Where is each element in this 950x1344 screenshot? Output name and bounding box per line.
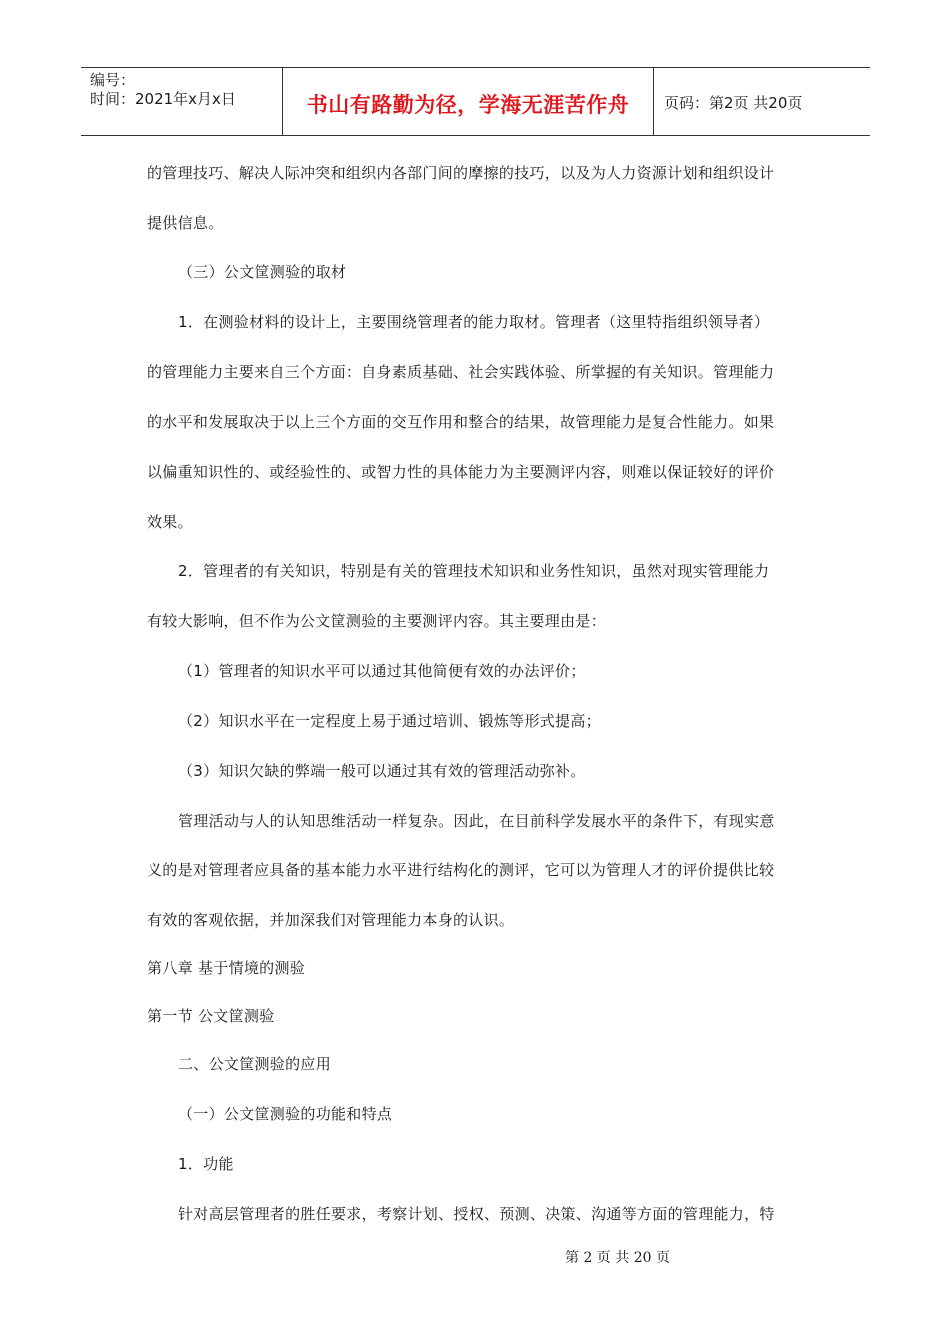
header-page-info: 页码：第2页 共20页 [664,94,803,112]
header-motto-cell [282,68,654,135]
header-meta [81,68,282,135]
body-line: 提供信息。 [147,214,224,232]
body-line: 2．管理者的有关知识，特别是有关的管理技术知识和业务性知识，虽然对现实管理能力 [178,562,770,580]
header-page-cell [654,68,870,135]
body-line: 有较大影响，但不作为公文筐测验的主要测评内容。其主要理由是： [147,612,607,630]
list-item: （1）管理者的知识水平可以通过其他简便有效的办法评价； [178,662,586,680]
page-header [81,67,870,136]
section-heading: （三）公文筐测验的取材 [178,263,347,281]
body-line: 效果。 [147,513,193,531]
page-footer: 第 2 页 共 20 页 [565,1250,670,1266]
body-line: 的水平和发展取决于以上三个方面的交互作用和整合的结果，故管理能力是复合性能力。如果 [147,413,775,431]
body-line: 的管理技巧、解决人际冲突和组织内各部门间的摩擦的技巧，以及为人力资源计划和组织设计 [147,164,775,182]
list-item: （2）知识水平在一定程度上易于通过培训、锻炼等形式提高； [178,712,601,730]
body-line: 1．在测验材料的设计上，主要围绕管理者的能力取材。管理者（这里特指组织领导者） [178,313,770,331]
body-line: 以偏重知识性的、或经验性的、或智力性的具体能力为主要测评内容，则难以保证较好的评价 [147,463,775,481]
subsection-heading: （一）公文筐测验的功能和特点 [178,1105,393,1123]
body-line: 有效的客观依据，并加深我们对管理能力本身的认识。 [147,911,515,929]
body-line: 的管理能力主要来自三个方面：自身素质基础、社会实践体验、所掌握的有关知识。管理能力 [147,363,775,381]
doc-number-label: 编号： [90,71,136,89]
body-line: 义的是对管理者应具备的基本能力水平进行结构化的测评，它可以为管理人才的评价提供比较 [147,861,775,879]
section-heading: 第一节 公文筐测验 [147,1007,275,1025]
header-motto: 书山有路勤为径，学海无涯苦作舟 [306,92,630,117]
chapter-heading: 第八章 基于情境的测验 [147,959,306,977]
subsection-heading: 二、公文筐测验的应用 [178,1055,332,1073]
body-line: 管理活动与人的认知思维活动一样复杂。因此，在目前科学发展水平的条件下，有现实意 [178,812,775,830]
subsection-heading: 1．功能 [178,1155,234,1173]
doc-time-label: 时间：2021年x月x日 [90,90,236,108]
body-line: 针对高层管理者的胜任要求，考察计划、授权、预测、决策、沟通等方面的管理能力，特 [178,1205,775,1223]
list-item: （3）知识欠缺的弊端一般可以通过其有效的管理活动弥补。 [178,762,586,780]
